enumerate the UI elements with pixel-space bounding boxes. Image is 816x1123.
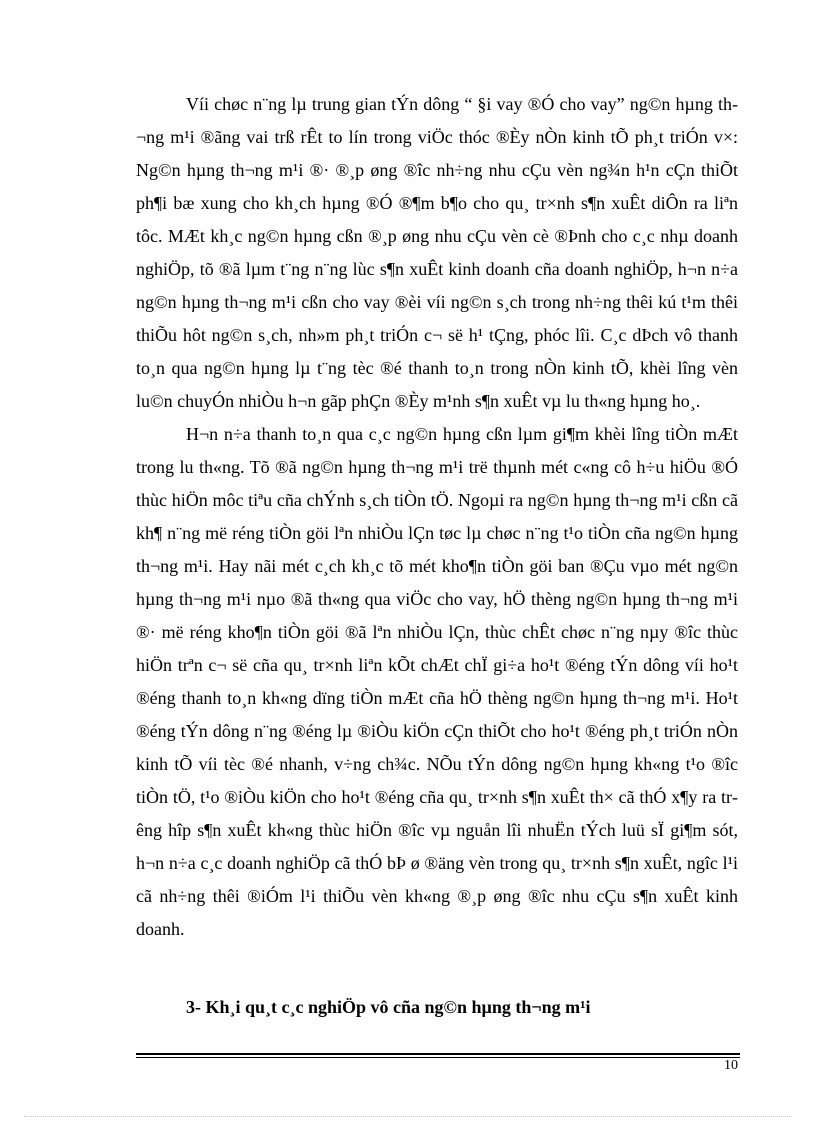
body-text — [136, 88, 738, 946]
footer-rule-thick — [136, 1053, 740, 1055]
paragraph-1: Víi chøc n¨ng lµ trung gian tÝn dông “ §i vay ®Ó cho vay” ng©n hµng th¬ng m¹i ®ãng vai trß rÊt to lín trong viÖc thóc ®Èy nÒn kinh tÕ ph¸t triÓn v×: Ng©n hµng th¬ng m¹i ®· ®¸p øng ®îc nh÷ng nhu cÇu vèn ng¾n h¹n cÇn thiÕt ph¶i bæ xung cho kh¸ch hµng ®Ó ®¶m b¶o cho qu¸ tr×nh s¶n xuÊt diÔn ra liªn tôc. MÆt kh¸c ng©n hµng cßn ®¸p øng nhu cÇu vèn cè ®Þnh cho c¸c nhµ doanh nghiÖp, tõ ®ã lµm t¨ng n¨ng lùc s¶n xuÊt kinh doanh cña doanh nghiÖp, h¬n n÷a ng©n hµng th¬ng m¹i cßn cho vay ®èi víi ng©n s¸ch trong nh÷ng thêi kú t¹m thêi thiÕu hôt ng©n s¸ch, nh»m ph¸t triÓn c¬ së h¹ tÇng, phóc lîi. C¸c dÞch vô thanh to¸n qua ng©n hµng lµ t¨ng tèc ®é thanh to¸n trong nÒn kinh tÕ, khèi lîng vèn lu©n chuyÓn nhiÒu h¬n gãp phÇn ®Èy m¹nh s¶n xuÊt vµ lu th«ng hµng ho¸. — [136, 94, 738, 411]
paragraph-2: H¬n n÷a thanh to¸n qua c¸c ng©n hµng cßn lµm gi¶m khèi lîng tiÒn mÆt trong lu th«ng. Tõ ®ã ng©n hµng th¬ng m¹i trë thµnh mét c«ng cô h÷u hiÖu ®Ó thùc hiÖn môc tiªu cña chÝnh s¸ch tiÒn tÖ. Ngoµi ra ng©n hµng th¬ng m¹i cßn cã kh¶ n¨ng më réng tiÒn göi lªn nhiÒu lÇn tøc lµ chøc n¨ng t¹o tiÒn cña ng©n hµng th¬ng m¹i. Hay nãi mét c¸ch kh¸c tõ mét kho¶n tiÒn göi ban ®Çu vµo mét ng©n hµng th¬ng m¹i nµo ®ã th«ng qua viÖc cho vay, hÖ thèng ng©n hµng th¬ng m¹i ®· më réng kho¶n tiÒn göi ®ã lªn nhiÒu lÇn, thùc chÊt chøc n¨ng nµy ®îc thùc hiÖn trªn c¬ së cña qu¸ tr×nh liªn kÕt chÆt chÏ gi÷a ho¹t ®éng tÝn dông víi ho¹t ®éng thanh to¸n kh«ng dïng tiÒn mÆt cña hÖ thèng ng©n hµng th¬ng m¹i. Ho¹t ®éng tÝn dông n¨ng ®éng lµ ®iÒu kiÖn cÇn thiÕt cho ho¹t ®éng ph¸t triÓn nÒn kinh tÕ víi tèc ®é nhanh, v÷ng ch¾c. NÕu tÝn dông ng©n hµng kh«ng t¹o ®îc tiÒn tÖ, t¹o ®iÒu kiÖn cho ho¹t ®éng cña qu¸ tr×nh s¶n xuÊt th× cã thÓ x¶y ra trêng hîp s¶n xuÊt kh«ng thùc hiÖn ®îc vµ nguån lîi nhuËn tÝch luü sÏ gi¶m sót, h¬n n÷a c¸c doanh nghiÖp cã thÓ bÞ ø ®äng vèn trong qu¸ tr×nh s¶n xuÊt, ngîc l¹i cã nh÷ng thêi ®iÓm l¹i thiÕu vèn kh«ng ®¸p øng ®îc nhu cÇu s¶n xuÊt kinh doanh. — [136, 424, 738, 939]
page-number: 10 — [724, 1058, 738, 1073]
footer-rule-thin — [136, 1057, 740, 1058]
page-border-dotted — [24, 1116, 792, 1117]
section-heading: 3- Kh¸i qu¸t c¸c nghiÖp vô cña ng©n hµng th¬ng m¹i — [186, 997, 591, 1017]
